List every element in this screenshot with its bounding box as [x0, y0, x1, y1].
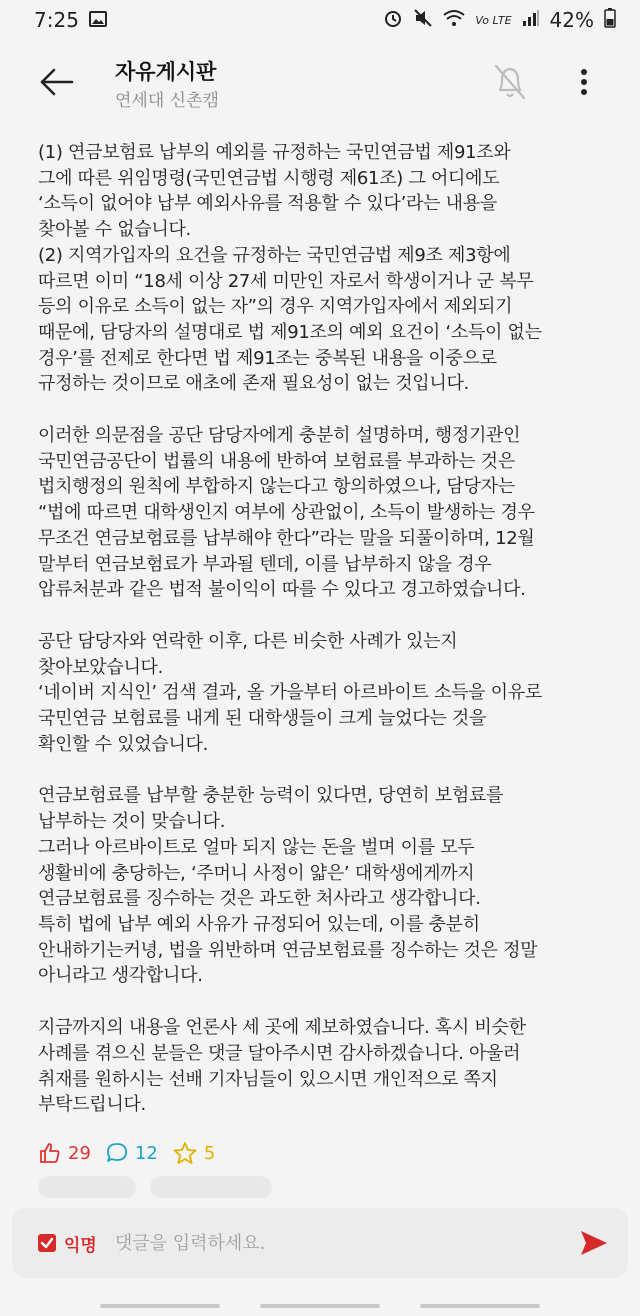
mute-icon — [413, 8, 433, 33]
post-action-buttons — [38, 1176, 272, 1198]
scrap-count — [172, 1141, 215, 1165]
nav-recent-hint[interactable] — [100, 1304, 220, 1308]
comment-count-value: 12 — [134, 1142, 158, 1164]
more-options-button[interactable] — [572, 62, 596, 102]
bell-off-icon — [490, 60, 530, 104]
gallery-icon — [89, 8, 107, 32]
anonymous-label[interactable]: 익명 — [64, 1235, 97, 1256]
speech-bubble-icon — [105, 1141, 129, 1165]
comment-input-bar — [12, 1208, 628, 1278]
status-time: 7:25 — [34, 8, 79, 32]
wifi-icon — [443, 8, 465, 32]
notification-toggle-button[interactable] — [490, 60, 530, 104]
star-icon — [172, 1141, 198, 1165]
scrap-action-button[interactable] — [150, 1176, 272, 1198]
thumbs-up-icon — [38, 1141, 62, 1165]
nav-home-hint[interactable] — [260, 1304, 380, 1308]
board-title: 자유게시판 — [115, 60, 217, 84]
app-header — [0, 48, 640, 120]
comment-count — [105, 1141, 158, 1165]
like-count-value: 29 — [68, 1142, 91, 1164]
comment-input[interactable] — [115, 1233, 576, 1254]
post-paragraph: 공단 담당자와 연락한 이후, 다른 비슷한 사례가 있는지 찾아보았습니다. ‘네이버 지식인’ 검색 결과, 올 가을부터 아르바이트 소득을 이유로 국민연금 보험료를 내게 된 대학생들이 크게 늘었다는 것을 확인할 수 있었습니다. — [38, 630, 542, 755]
send-button[interactable] — [576, 1225, 612, 1261]
battery-icon — [604, 8, 616, 33]
post-reactions — [38, 1138, 229, 1168]
alarm-icon — [383, 8, 403, 33]
arrow-left-icon — [36, 62, 76, 102]
nav-back-hint[interactable] — [420, 1304, 540, 1308]
like-count — [38, 1141, 91, 1165]
like-action-button[interactable] — [38, 1176, 136, 1198]
system-nav-bar — [0, 1296, 640, 1316]
post-paragraph: 이러한 의문점을 공단 담당자에게 충분히 설명하며, 행정기관인 국민연금공단이 법률의 내용에 반하여 보험료를 부과하는 것은 법치행정의 원칙에 부합하지 않는다고 항의하였으나, 담당자는 “법에 따르면 대학생인지 여부에 상관없이, 소득이 발생하는 경우 무조건 연금보험료를 납부해야 한다”라는 말을 되풀이하며, 12월 말부터 연금보험료가 부과될 텐데, 이를 납부하지 않을 경우 압류처분과 같은 법적 불이익이 따를 수 있다고 경고하였습니다. — [38, 425, 535, 601]
more-vertical-icon — [572, 62, 596, 102]
post-paragraph: 지금까지의 내용을 언론사 세 곳에 제보하였습니다. 혹시 비슷한 사례를 겪으신 분들은 댓글 달아주시면 감사하겠습니다. 아울러 취재를 원하시는 선배 기자님들이 있으시면 개인적으로 쪽지 부탁드립니다. — [38, 1017, 526, 1116]
battery-percent: 42% — [549, 8, 594, 32]
post-body — [38, 140, 610, 1118]
post-paragraph: 연금보험료를 납부할 충분한 능력이 있다면, 당연히 보험료를 납부하는 것이 맞습니다. 그러나 아르바이트로 얼마 되지 않는 돈을 벌며 이를 모두 생활비에 충당하는, ‘주머니 사정이 얇은’ 대학생에게까지 연금보험료를 징수하는 것은 과도한 처사라고 생각합니다. 특히 법에 납부 예외 사유가 규정되어 있는데, 이를 충분히 안내하기는커녕, 법을 위반하며 연금보험료를 징수하는 것은 정말 아니라고 생각합니다. — [38, 785, 538, 987]
anonymous-checkbox[interactable] — [38, 1234, 56, 1252]
campus-subtitle: 연세대 신촌캠 — [115, 91, 219, 111]
post-paragraph: (1) 연금보험료 납부의 예외를 규정하는 국민연금법 제91조와 그에 따른 위임명령(국민연금법 시행령 제61조) 그 어디에도 ‘소득이 없어야 납부 예외사유를 적용할 수 있다’라는 내용을 찾아볼 수 없습니다. (2) 지역가입자의 요건을 규정하는 국민연금법 제9조 제3항에 따르면 이미 “18세 이상 27세 미만인 자로서 학생이거나 군 복무 등의 이유로 소득이 없는 자”의 경우 지역가입자에서 제외되기 때문에, 담당자의 설명대로 법 제91조의 예외 요건이 ‘소득이 없는 경우’를 전제로 한다면 법 제91조는 중복된 내용을 이중으로 규정하는 것이므로 애초에 존재 필요성이 없는 것입니다. — [38, 142, 542, 395]
send-icon — [579, 1229, 609, 1257]
status-bar — [0, 0, 640, 40]
volte-icon: Vo LTE — [475, 13, 512, 27]
signal-icon — [522, 8, 540, 32]
back-button[interactable] — [36, 62, 76, 102]
checkmark-icon — [40, 1236, 54, 1250]
scrap-count-value: 5 — [203, 1142, 216, 1164]
